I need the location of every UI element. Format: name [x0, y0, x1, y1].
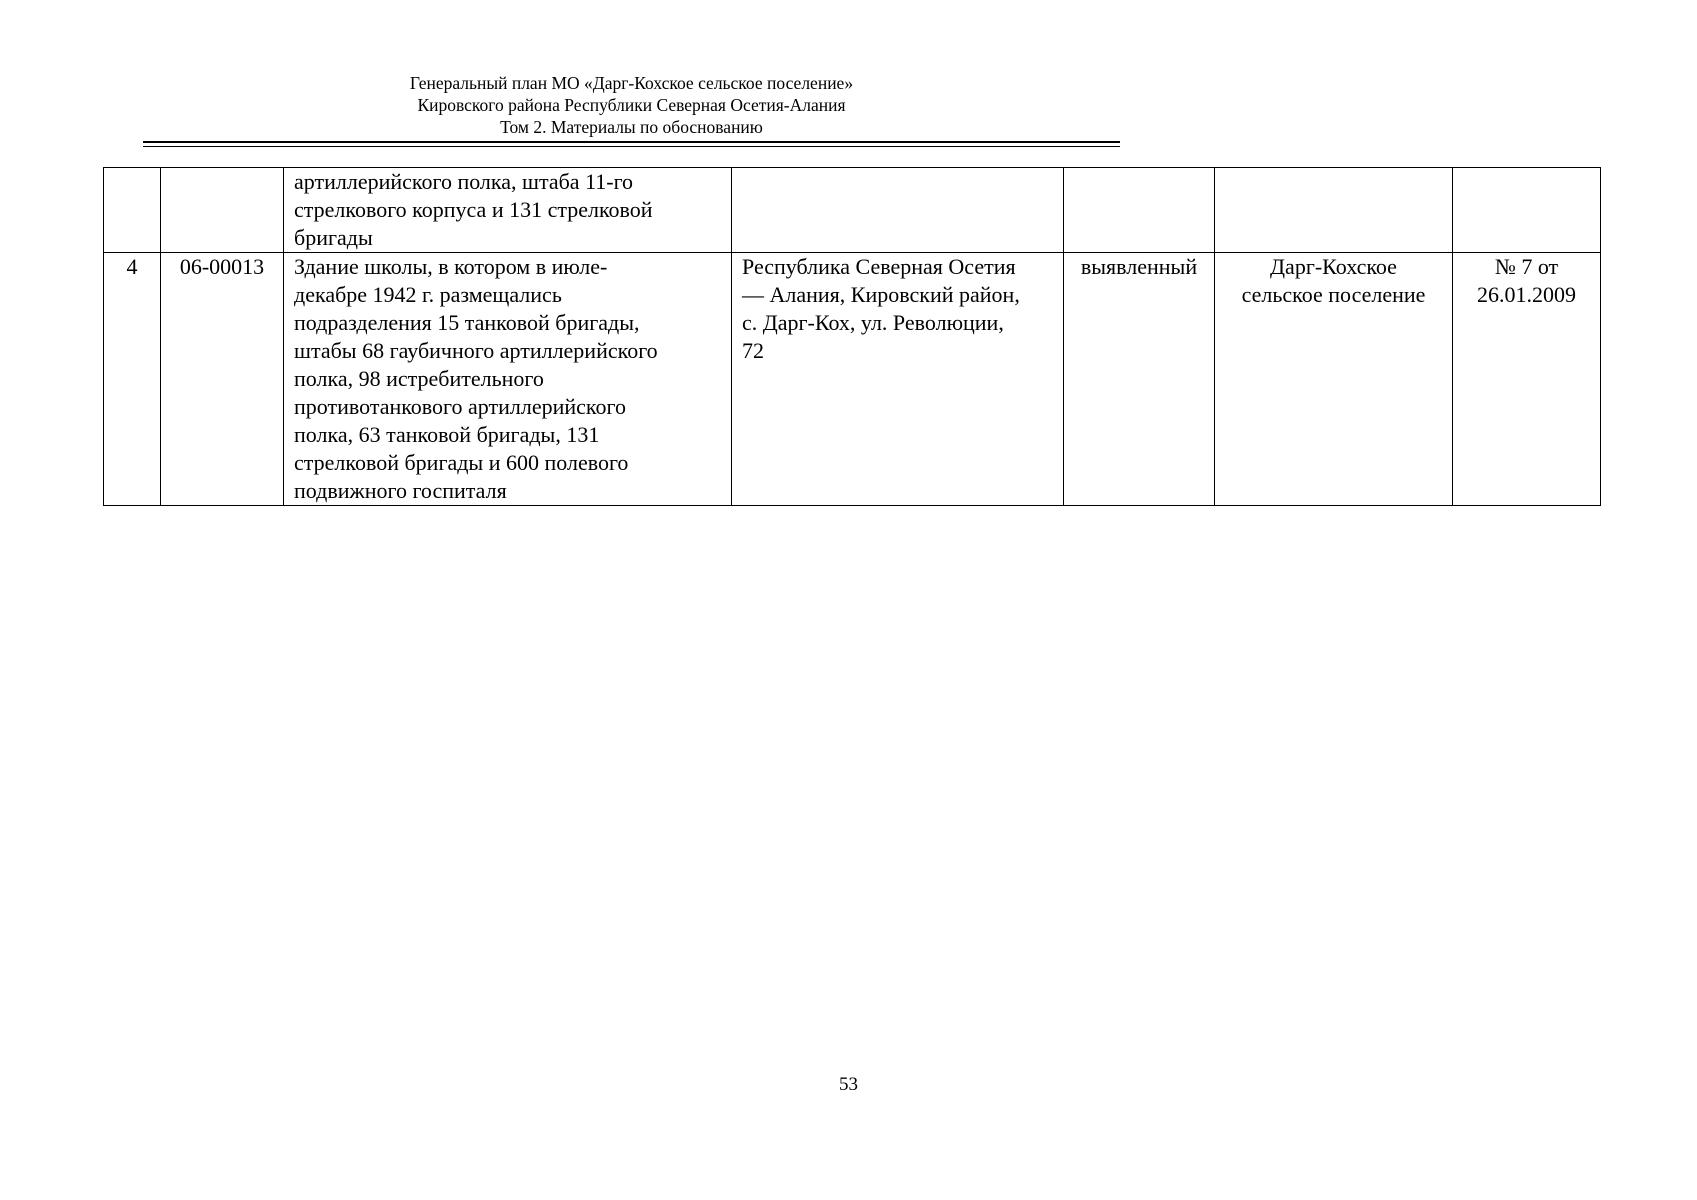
object-name-line: стрелковой бригады и 600 полевого: [294, 450, 629, 475]
header-rule-thin: [143, 146, 1120, 147]
municipality-line: Дарг-Кохское: [1270, 254, 1397, 279]
cell-object-name: [284, 253, 732, 506]
cell-document: [1453, 168, 1601, 253]
header-line-1: Генеральный план МО «Дарг-Кохское сельское поселение»: [409, 73, 854, 93]
header-line-3: Том 2. Материалы по обоснованию: [500, 117, 763, 137]
cell-category: выявленный: [1064, 253, 1215, 506]
object-name-line: Здание школы, в котором в июле-: [294, 254, 608, 279]
heritage-objects-table: [103, 167, 1601, 506]
page-header: [144, 72, 1119, 138]
object-name-line: штабы 68 гаубичного артиллерийского: [294, 338, 658, 363]
address-line: 72: [742, 338, 764, 363]
cell-code: 06-00013: [161, 253, 284, 506]
document-line: № 7 от: [1494, 254, 1559, 279]
object-name-line: подразделения 15 танковой бригады,: [294, 310, 640, 335]
header-rule-thick: [143, 141, 1120, 143]
header-line-2: Кировского района Республики Северная Осетия-Алания: [417, 95, 846, 115]
cell-address: [732, 253, 1064, 506]
cell-code: [161, 168, 284, 253]
object-name-line: бригады: [294, 225, 373, 250]
object-name-line: декабре 1942 г. размещались: [294, 282, 562, 307]
address-line: Республика Северная Осетия: [742, 254, 1016, 279]
cell-municipality: [1215, 253, 1453, 506]
cell-document: [1453, 253, 1601, 506]
object-name-line: полка, 98 истребительного: [294, 366, 544, 391]
object-name-line: полка, 63 танковой бригады, 131: [294, 422, 600, 447]
cell-municipality: [1215, 168, 1453, 253]
page-number: 53: [839, 1074, 858, 1095]
municipality-line: сельское поселение: [1241, 282, 1426, 307]
object-name-line: противотанкового артиллерийского: [294, 394, 626, 419]
cell-category: [1064, 168, 1215, 253]
object-name-line: стрелкового корпуса и 131 стрелковой: [294, 197, 653, 222]
table-row: [104, 168, 1601, 253]
cell-address: [732, 168, 1064, 253]
address-line: — Алания, Кировский район,: [742, 282, 1020, 307]
object-name-line: подвижного госпиталя: [294, 478, 507, 503]
cell-object-name: [284, 168, 732, 253]
cell-number: [104, 168, 161, 253]
address-line: с. Дарг-Кох, ул. Революции,: [742, 310, 1004, 335]
table-row: [104, 253, 1601, 506]
document-line: 26.01.2009: [1477, 282, 1576, 307]
object-name-line: артиллерийского полка, штаба 11-го: [294, 169, 634, 194]
cell-number: 4: [104, 253, 161, 506]
